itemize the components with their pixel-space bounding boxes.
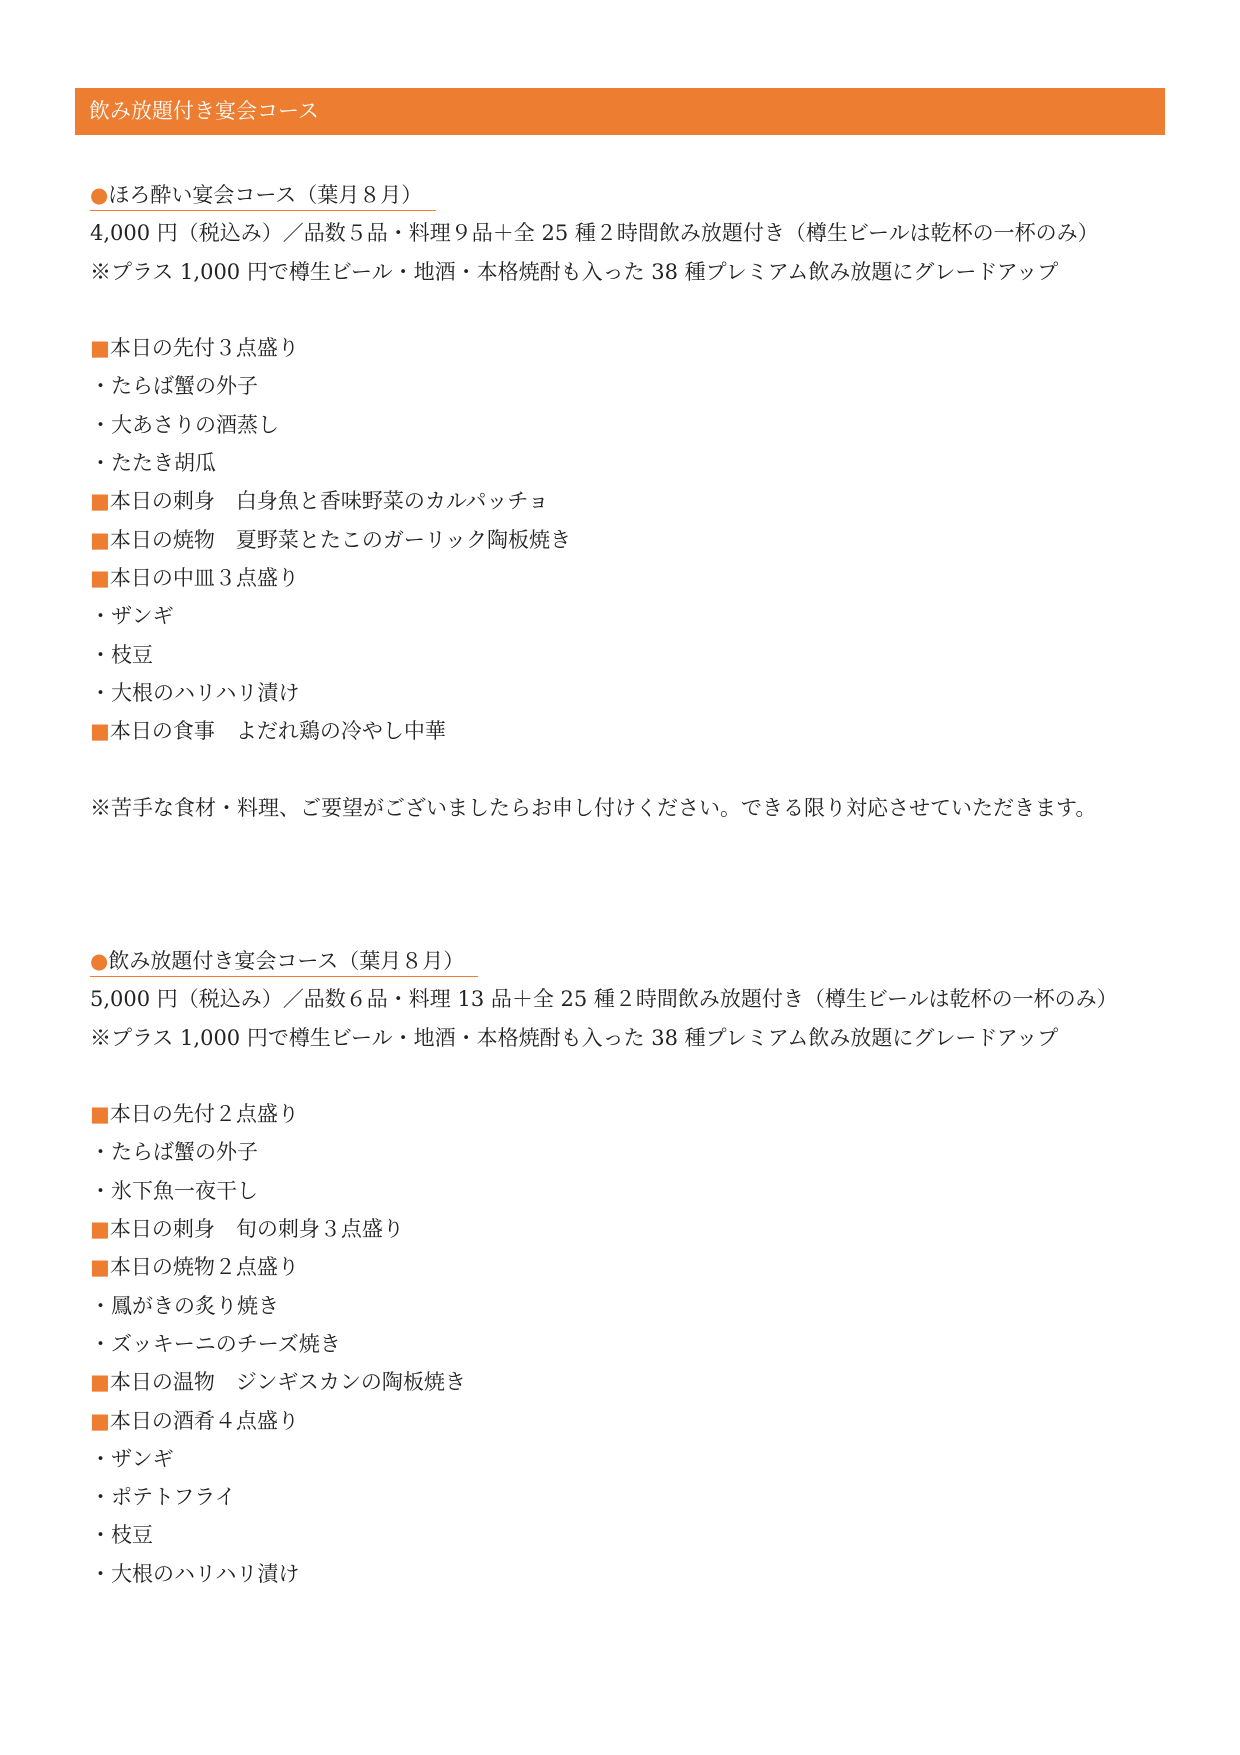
menu-item — [90, 597, 1150, 635]
course-2-upgrade: ※プラス 1,000 円で樽生ビール・地酒・本格焼酎も入った 38 種プレミアム飲み放題にグレードアップ — [90, 1025, 1059, 1050]
menu-item — [90, 1325, 1150, 1363]
menu-text: ・氷下魚一夜干し — [90, 1178, 258, 1203]
menu-text: ・大根のハリハリ漬け — [90, 680, 300, 705]
menu-text: 本日の先付２点盛り — [109, 1102, 299, 1127]
menu-text: ・大根のハリハリ漬け — [90, 1561, 300, 1586]
menu-category — [90, 482, 1150, 520]
menu-item — [90, 1287, 1150, 1325]
menu-text: 本日の酒肴４点盛り — [109, 1408, 299, 1433]
menu-text: 本日の温物 ジンギスカンの陶板焼き — [109, 1370, 466, 1395]
menu-category — [90, 712, 1150, 750]
menu-text: ・鳳がきの炙り焼き — [90, 1293, 279, 1318]
menu-item — [90, 444, 1150, 482]
square-bullet-icon: ■ — [90, 565, 110, 590]
course-2-heading — [90, 942, 1150, 980]
course-2-title: ●飲み放題付き宴会コース（葉月８月） — [90, 946, 478, 977]
menu-item — [90, 1478, 1150, 1516]
menu-category — [90, 1363, 1150, 1401]
square-bullet-icon: ■ — [90, 1217, 110, 1242]
menu-text: ・たらば蟹の外子 — [90, 374, 258, 399]
menu-text: ・たたき胡瓜 — [90, 451, 216, 476]
menu-text: 本日の焼物 夏野菜とたこのガーリック陶板焼き — [109, 527, 572, 552]
menu-text: ・たらば蟹の外子 — [90, 1140, 258, 1165]
menu-item — [90, 636, 1150, 674]
menu-item — [90, 1133, 1150, 1171]
circle-bullet-icon: ● — [90, 183, 109, 207]
menu-item — [90, 1516, 1150, 1554]
menu-category — [90, 1248, 1150, 1286]
menu-text: 本日の食事 よだれ鶏の冷やし中華 — [109, 719, 446, 744]
menu-item — [90, 1555, 1150, 1593]
spacer — [90, 291, 1150, 329]
menu-text: ・ザンギ — [90, 1446, 174, 1471]
course-1-note: ※苦手な食材・料理、ご要望がございましたらお申し付けください。できる限り対応させていただきます。 — [90, 795, 1097, 820]
course-1-title: ●ほろ酔い宴会コース（葉月８月） — [90, 180, 436, 211]
menu-item — [90, 1172, 1150, 1210]
menu-text: ・ポテトフライ — [90, 1485, 236, 1510]
course-2-price: 5,000 円（税込み）／品数６品・料理 13 品＋全 25 種２時間飲み放題付き（樽生ビールは乾杯の一杯のみ） — [90, 987, 1118, 1012]
course-1-price: 4,000 円（税込み）／品数５品・料理９品＋全 25 種２時間飲み放題付き（樽生ビールは乾杯の一杯のみ） — [90, 221, 1099, 246]
menu-content — [90, 176, 1150, 1593]
spacer — [90, 865, 1150, 903]
menu-text: ・大あさりの酒蒸し — [90, 412, 279, 437]
square-bullet-icon: ■ — [90, 336, 110, 361]
spacer — [90, 904, 1150, 942]
menu-category — [90, 1095, 1150, 1133]
course-1-menu — [90, 329, 1150, 750]
menu-text: ・枝豆 — [90, 1523, 153, 1548]
menu-item — [90, 674, 1150, 712]
menu-category — [90, 521, 1150, 559]
course-1-heading — [90, 176, 1150, 214]
menu-category — [90, 1210, 1150, 1248]
square-bullet-icon: ■ — [90, 1255, 110, 1280]
menu-text: 本日の刺身 白身魚と香味野菜のカルパッチョ — [109, 489, 549, 514]
section-header — [75, 88, 1165, 135]
spacer — [90, 1057, 1150, 1095]
menu-category — [90, 329, 1150, 367]
section-header-title: 飲み放題付き宴会コース — [89, 99, 319, 123]
menu-category — [90, 1402, 1150, 1440]
menu-text: ・ズッキーニのチーズ焼き — [90, 1331, 341, 1356]
square-bullet-icon: ■ — [90, 489, 110, 514]
menu-text: 本日の先付３点盛り — [109, 336, 299, 361]
course-1-upgrade: ※プラス 1,000 円で樽生ビール・地酒・本格焼酎も入った 38 種プレミアム飲み放題にグレードアップ — [90, 259, 1059, 284]
menu-item — [90, 1440, 1150, 1478]
square-bullet-icon: ■ — [90, 527, 110, 552]
square-bullet-icon: ■ — [90, 719, 110, 744]
course-2-menu — [90, 1095, 1150, 1593]
circle-bullet-icon: ● — [90, 948, 109, 973]
square-bullet-icon: ■ — [90, 1408, 110, 1433]
menu-text: 本日の焼物２点盛り — [109, 1255, 299, 1280]
menu-text: 本日の刺身 旬の刺身３点盛り — [109, 1217, 404, 1242]
menu-text: ・枝豆 — [90, 642, 153, 667]
menu-text: ・ザンギ — [90, 604, 174, 629]
square-bullet-icon: ■ — [90, 1370, 110, 1395]
menu-category — [90, 559, 1150, 597]
menu-item — [90, 367, 1150, 405]
menu-text: 本日の中皿３点盛り — [109, 565, 299, 590]
spacer — [90, 827, 1150, 865]
menu-item — [90, 406, 1150, 444]
spacer — [90, 750, 1150, 788]
square-bullet-icon: ■ — [90, 1102, 110, 1127]
